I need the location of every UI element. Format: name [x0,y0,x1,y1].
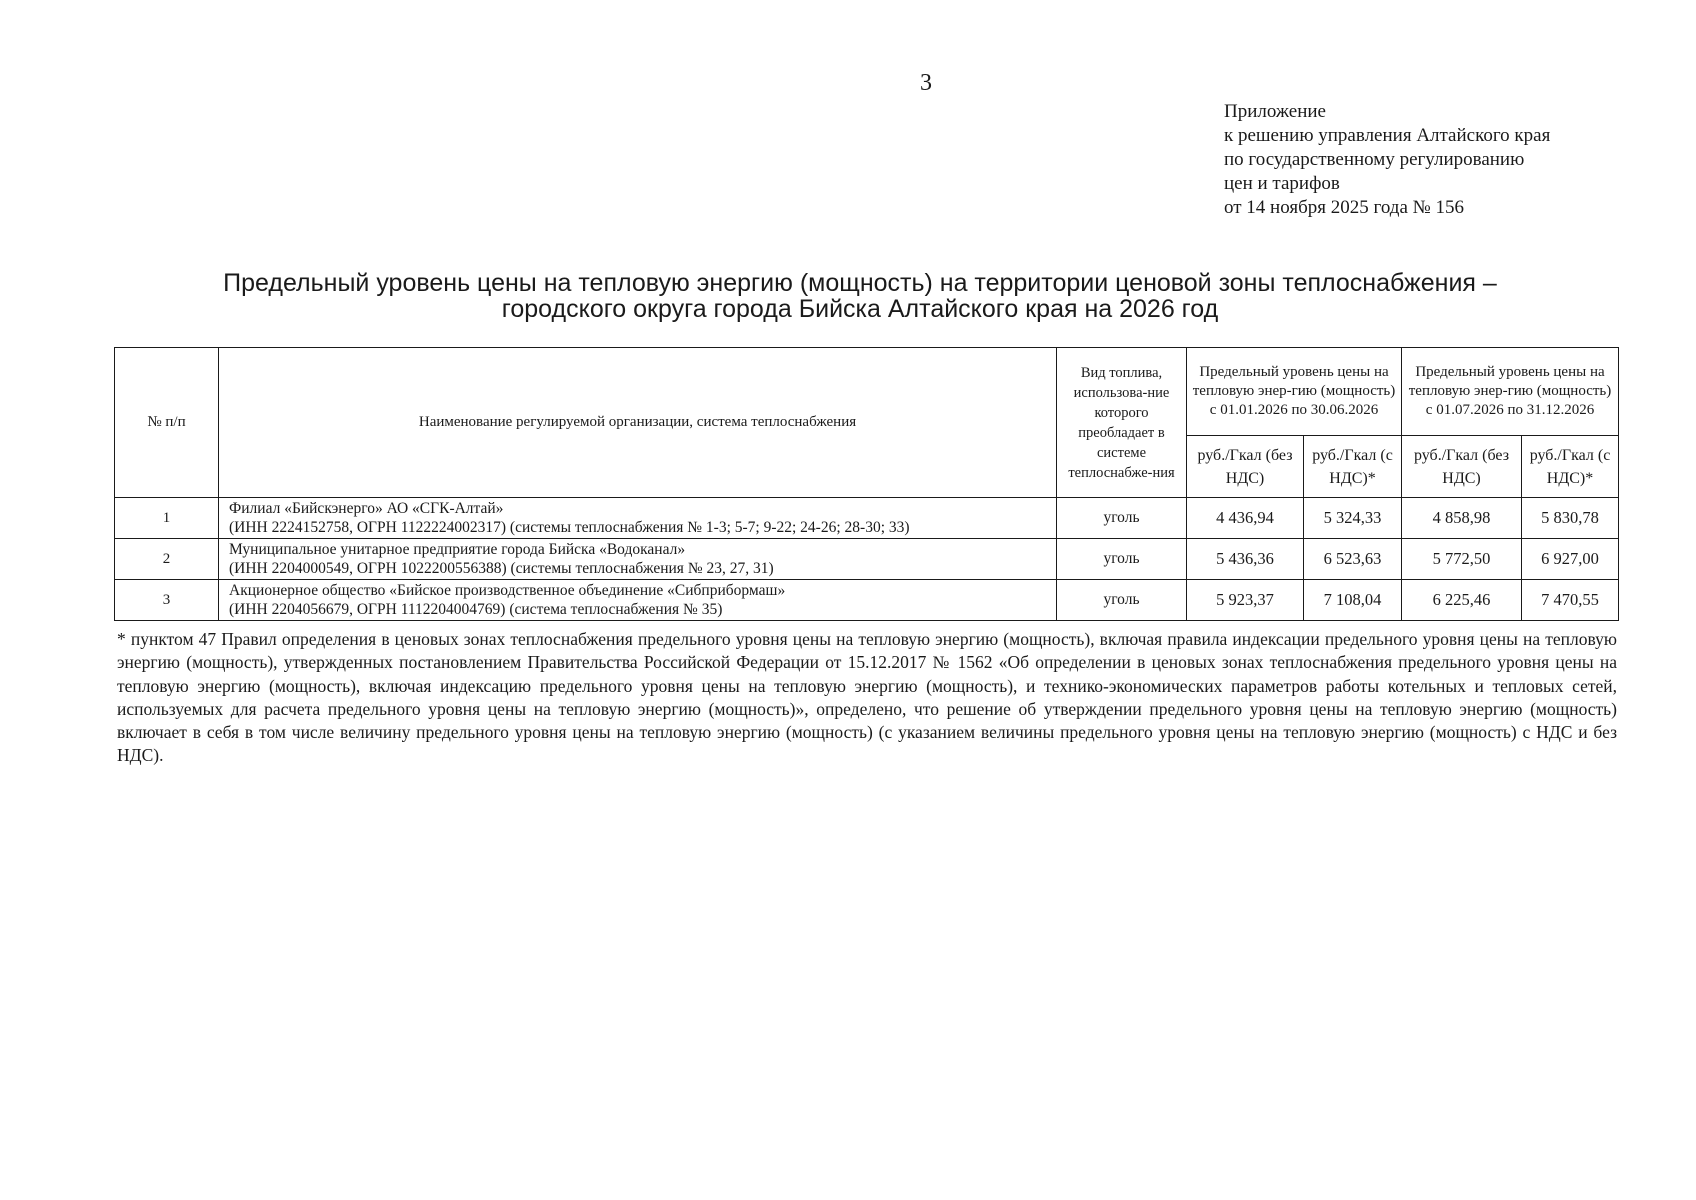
appendix-header [1224,100,1550,220]
table-row [115,580,1619,621]
appendix-line: к решению управления Алтайского края [1224,125,1551,146]
price-p1-no-vat: 5 436,36 [1187,539,1304,580]
organization-name: Акционерное общество «Бийское производственное объединение «Сибприбормаш» [229,582,786,599]
organization-name: Муниципальное унитарное предприятие города Бийска «Водоканал» [229,541,686,558]
table-row [115,539,1619,580]
organization-cell [219,539,1057,580]
document-title-line: городского округа города Бийска Алтайского края на 2026 год [501,295,1219,323]
header-period-2: Предельный уровень цены на тепловую энер-гию (мощность) с 01.07.2026 по 31.12.2026 [1402,348,1619,436]
page-number: 3 [920,70,932,96]
header-fuel-type: Вид топлива, использова-ние которого преобладает в системе теплоснабже-ния [1057,348,1187,498]
row-number: 3 [115,580,219,621]
row-number: 2 [115,539,219,580]
organization-cell [219,498,1057,539]
header-unit-no-vat: руб./Гкал (без НДС) [1187,436,1304,498]
price-p2-vat: 7 470,55 [1522,580,1619,621]
appendix-line: по государственному регулированию [1224,149,1525,170]
price-p1-vat: 5 324,33 [1304,498,1402,539]
document-title-line: Предельный уровень цены на тепловую энергию (мощность) на территории ценовой зоны теплоснабжения – [223,269,1497,297]
header-organization: Наименование регулируемой организации, система теплоснабжения [219,348,1057,498]
organization-name: Филиал «Бийскэнерго» АО «СГК-Алтай» [229,500,504,517]
header-period-1: Предельный уровень цены на тепловую энер-гию (мощность) с 01.01.2026 по 30.06.2026 [1187,348,1402,436]
appendix-line: Приложение [1224,101,1326,122]
header-unit-vat: руб./Гкал (с НДС)* [1522,436,1619,498]
appendix-line: цен и тарифов [1224,173,1340,194]
organization-details: (ИНН 2204056679, ОГРН 1112204004769) (система теплоснабжения № 35) [229,601,723,618]
price-p2-vat: 5 830,78 [1522,498,1619,539]
price-p2-no-vat: 5 772,50 [1402,539,1522,580]
price-p1-vat: 7 108,04 [1304,580,1402,621]
document-title [130,270,1590,322]
header-num: № п/п [115,348,219,498]
organization-details: (ИНН 2204000549, ОГРН 1022200556388) (системы теплоснабжения № 23, 27, 31) [229,560,774,577]
footnote: * пунктом 47 Правил определения в ценовых зонах теплоснабжения предельного уровня цены на тепловую энергию (мощность), включая правила индексации предельного уровня цены на тепловую энергию (мощность), утвержденных постановлением Правительства Российской Федерации от 15.12.2017 № 1562 «Об определении в ценовых зонах теплоснабжения предельного уровня цены на тепловую энергию (мощность), включая индексацию предельного уровня цены на тепловую энергию (мощность), и технико-экономических параметров работы котельных и тепловых сетей, используемых для расчета предельного уровня цены на тепловую энергию (мощность)», определено, что решение об утверждении предельного уровня цены на тепловую энергию (мощность) включает в себя в том числе величину предельного уровня цены на тепловую энергию (мощность) (с указанием величины предельного уровня цены на тепловую энергию (мощность) с НДС и без НДС). [117,629,1617,766]
price-p2-vat: 6 927,00 [1522,539,1619,580]
price-table [114,347,1619,621]
organization-details: (ИНН 2224152758, ОГРН 1122224002317) (системы теплоснабжения № 1-3; 5-7; 9-22; 24-26; 28-30; 33) [229,519,910,536]
price-p2-no-vat: 6 225,46 [1402,580,1522,621]
price-p1-no-vat: 5 923,37 [1187,580,1304,621]
table-row [115,498,1619,539]
header-unit-no-vat: руб./Гкал (без НДС) [1402,436,1522,498]
price-p1-vat: 6 523,63 [1304,539,1402,580]
price-p2-no-vat: 4 858,98 [1402,498,1522,539]
fuel-type: уголь [1057,580,1187,621]
appendix-line: от 14 ноября 2025 года № 156 [1224,197,1465,218]
fuel-type: уголь [1057,539,1187,580]
row-number: 1 [115,498,219,539]
fuel-type: уголь [1057,498,1187,539]
organization-cell [219,580,1057,621]
header-unit-vat: руб./Гкал (с НДС)* [1304,436,1402,498]
price-p1-no-vat: 4 436,94 [1187,498,1304,539]
